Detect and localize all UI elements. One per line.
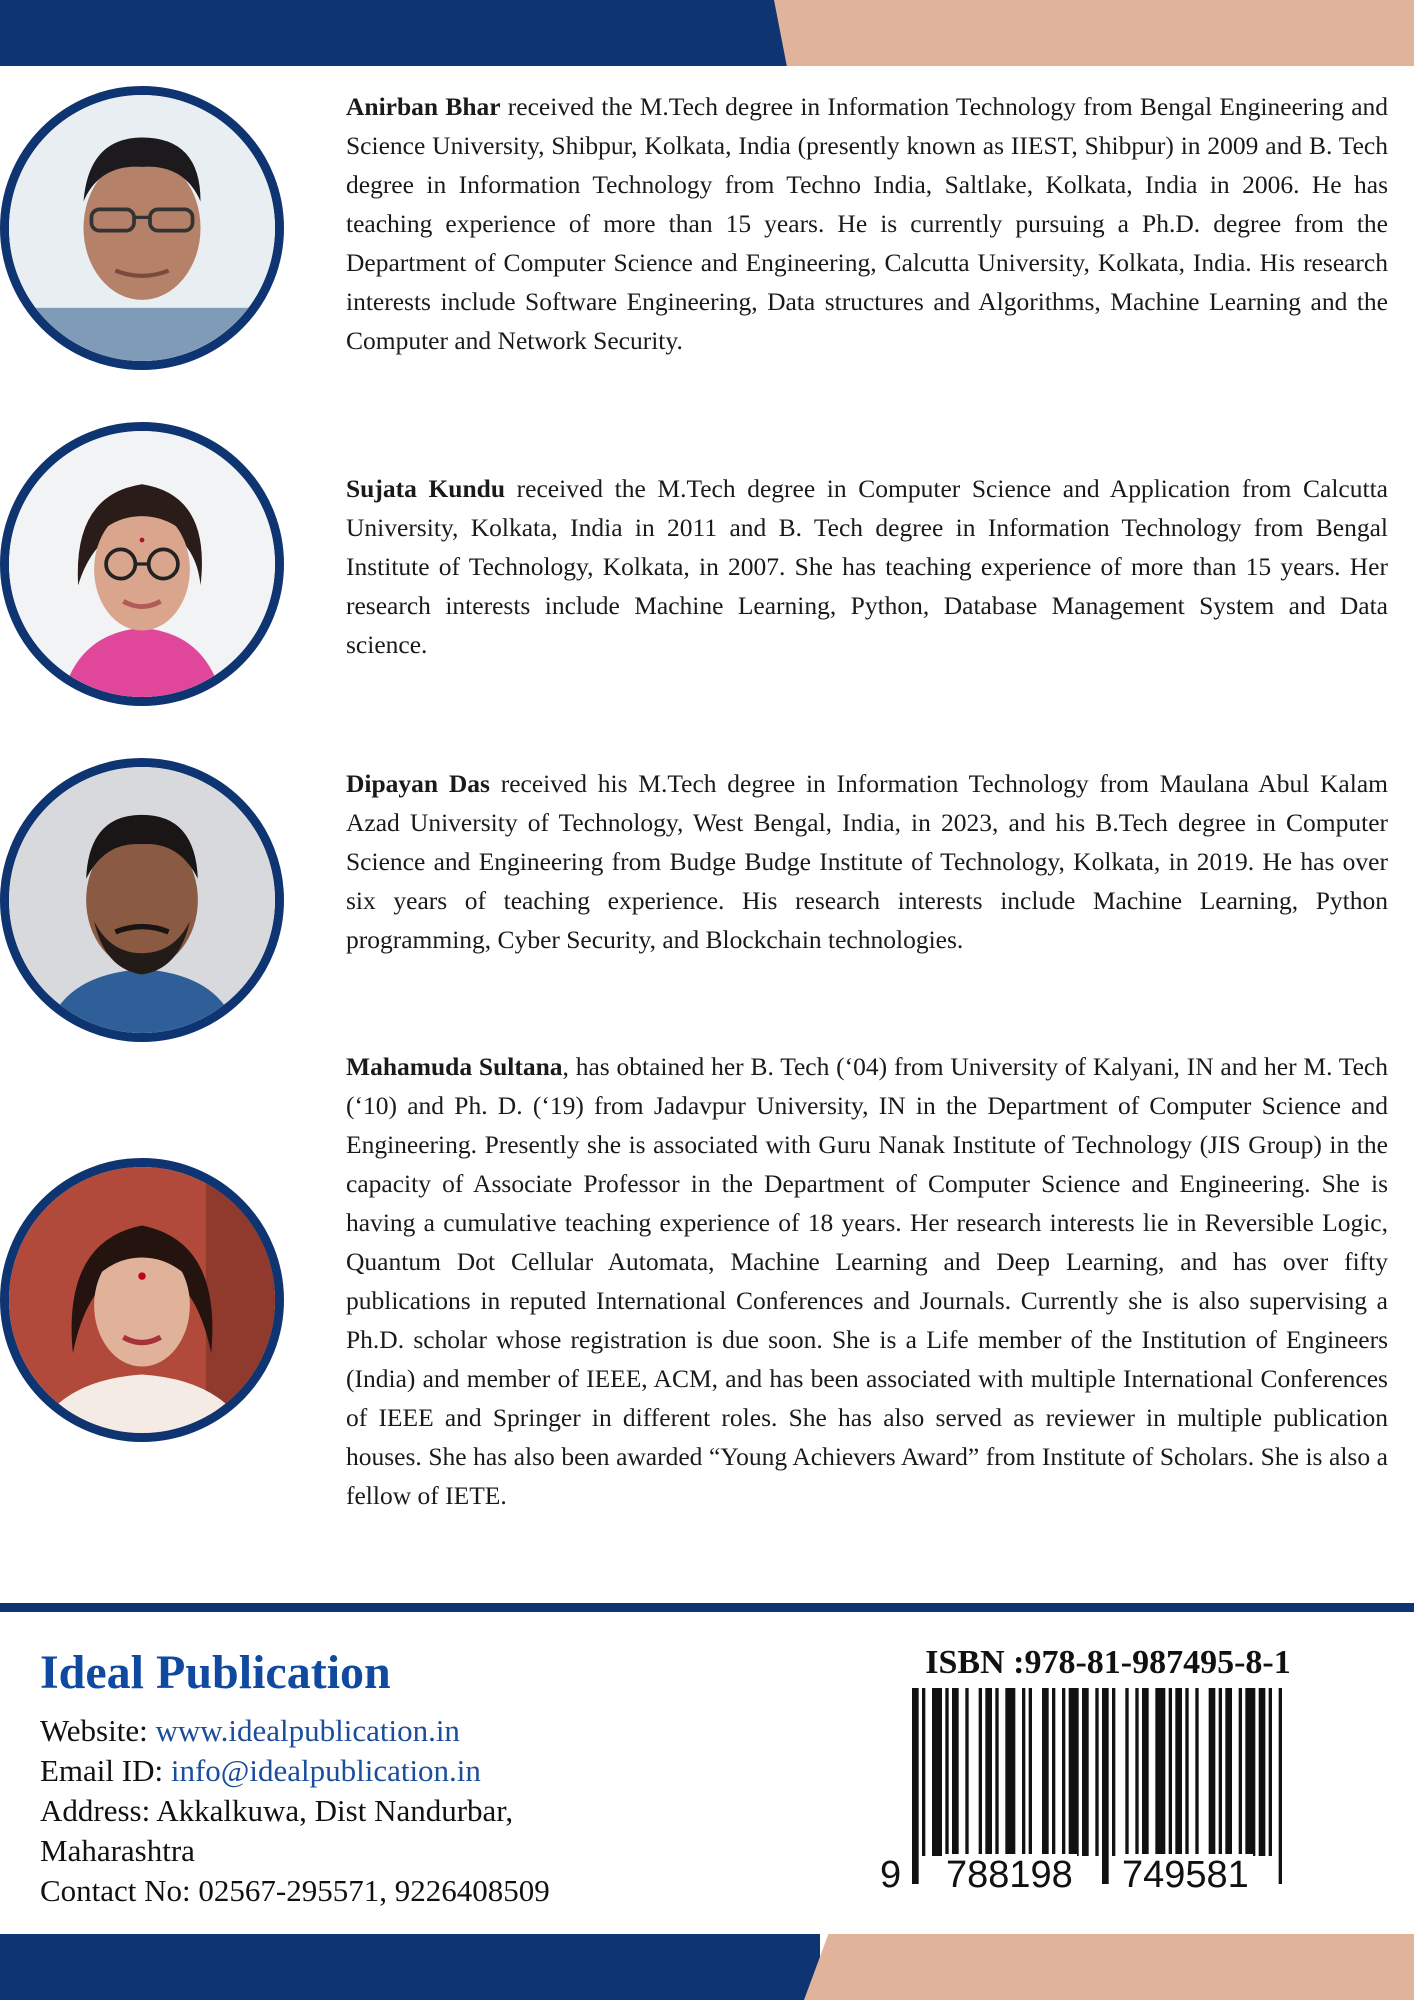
barcode-bar: [1095, 1688, 1098, 1856]
barcode-bar: [1219, 1688, 1222, 1856]
barcode-bar: [985, 1688, 992, 1856]
author-photo-mahamuda-sultana: [0, 1158, 284, 1442]
top-color-band: [0, 0, 1414, 66]
barcode-bar: [1022, 1688, 1025, 1856]
barcode-bar: [1142, 1688, 1149, 1856]
barcode-bar: [1042, 1688, 1049, 1856]
barcode-bar: [965, 1688, 968, 1856]
barcode-container: [876, 1688, 1316, 1900]
barcode-bar: [1062, 1688, 1065, 1856]
email-line: [40, 1751, 820, 1791]
contact-line: Contact No: 02567-295571, 9226408509: [40, 1873, 550, 1908]
barcode-bar: [912, 1688, 919, 1884]
barcode-bar: [952, 1688, 959, 1856]
barcode-bar: [1029, 1688, 1032, 1856]
barcode-bar: [945, 1688, 948, 1856]
barcode-bar: [1259, 1688, 1266, 1856]
barcode-bar: [1069, 1688, 1079, 1856]
website-link[interactable]: www.idealpublication.in: [155, 1713, 460, 1748]
barcode-bar: [1082, 1688, 1089, 1856]
barcode-lead-digit: 9: [876, 1854, 905, 1897]
barcode-bar: [932, 1688, 942, 1856]
author-bio-4: [346, 1047, 1388, 1515]
website-line: [40, 1711, 820, 1751]
author-name: Anirban Bhar: [346, 92, 501, 121]
author-bio-text: received his M.Tech degree in Information Technology from Maulana Abul Kalam Azad University of Technology, West Bengal, India, in 2023, and his B.Tech degree in Computer Science and Engineering from Budge Budge Institute of Technology, Kolkata, in 2019. He has over six years of teaching experience. His research interests include Machine Learning, Python programming, Cyber Security, and Blockchain technologies.: [346, 769, 1388, 954]
barcode-bar: [1155, 1688, 1165, 1856]
barcode-bar: [1102, 1688, 1109, 1884]
publisher-name: Ideal Publication: [40, 1646, 391, 1699]
barcode-bar: [1135, 1688, 1138, 1856]
author-bio-3: [346, 764, 1388, 959]
barcode-group-2: 749581: [1118, 1854, 1253, 1897]
barcode-bar: [1005, 1688, 1015, 1856]
author-bio-2: [346, 469, 1388, 664]
bottom-tan-stripe: [804, 1934, 1414, 2000]
top-navy-stripe: [0, 0, 840, 66]
author-photo-dipayan-das: [0, 758, 284, 1042]
footer-divider: [0, 1603, 1414, 1612]
author-photo-sujata-kundu: [0, 422, 284, 706]
barcode-bar: [922, 1688, 925, 1856]
top-tan-stripe: [774, 0, 1414, 66]
barcode-bar: [1112, 1688, 1115, 1856]
address-line-1: Address: Akkalkuwa, Dist Nandurbar,: [40, 1793, 514, 1828]
author-name: Mahamuda Sultana: [346, 1052, 563, 1081]
barcode-bar: [995, 1688, 998, 1856]
barcode-bar: [1225, 1688, 1232, 1856]
author-photo-anirban-bhar: [0, 86, 284, 370]
barcode-bar: [1169, 1688, 1172, 1856]
address-line-2: Maharashtra: [40, 1833, 195, 1868]
barcode-bar: [1269, 1688, 1272, 1856]
bottom-navy-stripe: [0, 1934, 820, 2000]
website-label: Website:: [40, 1713, 156, 1748]
barcode-bar: [1239, 1688, 1242, 1856]
barcode-bar: [1195, 1688, 1198, 1856]
barcode-bar: [1175, 1688, 1182, 1856]
barcode-bar: [1209, 1688, 1216, 1856]
author-bio-text: received the M.Tech degree in Computer Science and Application from Calcutta University, Kolkata, India in 2011 and B. Tech degree in Information Technology from Bengal Institute of Technology, Kolkata, in 2007. She has teaching experience of more than 15 years. Her research interests include Machine Learning, Python, Database Management System and Data science.: [346, 474, 1388, 659]
barcode-bar: [979, 1688, 982, 1856]
barcode-bar: [1279, 1688, 1282, 1884]
barcode-bar: [1245, 1688, 1255, 1856]
author-bio-1: [346, 87, 1388, 360]
barcode-group-1: 788198: [942, 1854, 1077, 1897]
author-name: Sujata Kundu: [346, 474, 506, 503]
author-bio-text: received the M.Tech degree in Information Technology from Bengal Engineering and Science University, Shibpur, Kolkata, India (presently known as IIEST, Shibpur) in 2009 and B. Tech degree in Information Technology from Techno India, Saltlake, Kolkata, India in 2006. He has teaching experience of more than 15 years. He is currently pursuing a Ph.D. degree from the Department of Computer Science and Engineering, Calcutta University, Kolkata, India. His research interests include Software Engineering, Data structures and Algorithms, Machine Learning and the Computer and Network Security.: [346, 92, 1389, 355]
bottom-color-band: [0, 1934, 1414, 2000]
email-link[interactable]: info@idealpublication.in: [170, 1753, 481, 1788]
author-bio-text: , has obtained her B. Tech (‘04) from University of Kalyani, IN and her M. Tech (‘10) and Ph. D. (‘19) from Jadavpur University, IN in the Department of Computer Science and Engineering. Presently she is associated with Guru Nanak Institute of Technology (JIS Group) in the capacity of Associate Professor in the Department of Computer Science and Engineering. She is having a cumulative teaching experience of 18 years. Her research interests lie in Reversible Logic, Quantum Dot Cellular Automata, Machine Learning and Deep Learning, and has over fifty publications in reputed International Conferences and Journals. Currently she is also supervising a Ph.D. scholar whose registration is due soon. She is a Life member of the Institution of Engineers (India) and member of IEEE, ACM, and has been associated with multiple International Conferences of IEEE and Springer in different roles. She has also served as reviewer in multiple publication houses. She has also been awarded “Young Achievers Award” from Institute of Scholars. She is also a fellow of IETE.: [346, 1052, 1388, 1510]
email-label: Email ID:: [40, 1753, 171, 1788]
barcode-bar: [1052, 1688, 1055, 1856]
isbn-label: ISBN :978-81-987495-8-1: [925, 1644, 1291, 1681]
barcode-bar: [1185, 1688, 1188, 1856]
barcode-bar: [1125, 1688, 1128, 1856]
publisher-info: [40, 1645, 820, 1911]
author-name: Dipayan Das: [346, 769, 490, 798]
isbn-block: [860, 1644, 1330, 1900]
